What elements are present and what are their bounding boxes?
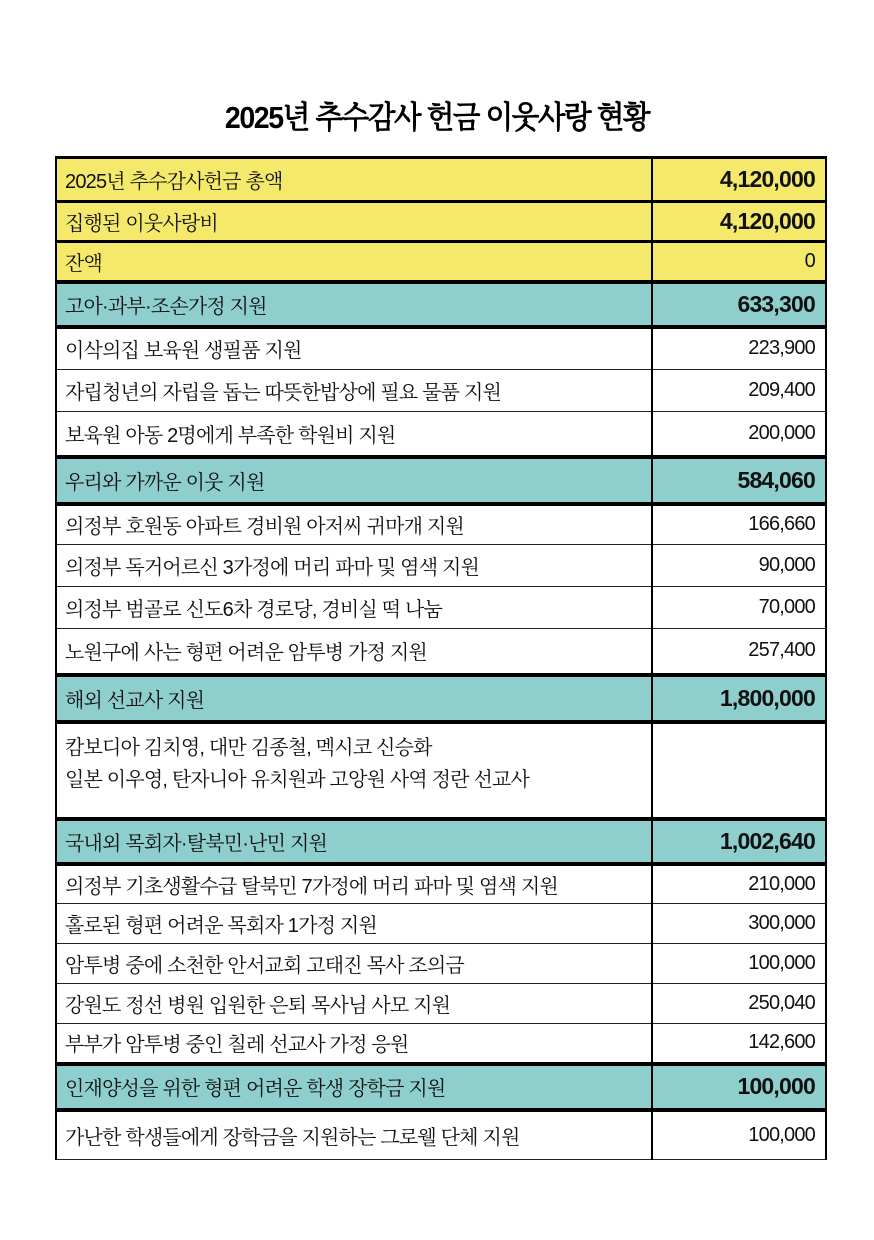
category-label: 고아·과부·조손가정 지원 [56,282,652,327]
item-label: 의정부 독거어르신 3가정에 머리 파마 및 염색 지원 [56,545,652,587]
item-label [56,722,652,819]
summary-amount: 4,120,000 [652,202,826,242]
item-row [56,1024,826,1064]
item-amount [652,722,826,819]
item-amount: 142,600 [652,1024,826,1064]
category-amount: 1,002,640 [652,819,826,864]
category-row [56,457,826,504]
item-amount: 223,900 [652,327,826,370]
item-row [56,944,826,984]
summary-row-balance [56,242,826,282]
item-amount: 100,000 [652,944,826,984]
item-row [56,545,826,587]
item-row [56,327,826,370]
item-amount: 300,000 [652,904,826,944]
item-row [56,587,826,629]
category-row [56,819,826,864]
item-amount: 90,000 [652,545,826,587]
item-amount: 70,000 [652,587,826,629]
category-row [56,282,826,327]
category-label: 인재양성을 위한 형편 어려운 학생 장학금 지원 [56,1064,652,1110]
summary-row-spent [56,202,826,242]
category-amount: 633,300 [652,282,826,327]
item-label: 가난한 학생들에게 장학금을 지원하는 그로웰 단체 지원 [56,1110,652,1160]
category-label: 우리와 가까운 이웃 지원 [56,457,652,504]
item-row [56,984,826,1024]
item-label: 부부가 암투병 중인 칠레 선교사 가정 응원 [56,1024,652,1064]
donation-table [55,156,827,1160]
summary-amount: 4,120,000 [652,158,826,202]
item-amount: 209,400 [652,370,826,412]
item-label-line: 캄보디아 김치영, 대만 김종철, 멕시코 신승화 [65,737,432,759]
item-label: 보육원 아동 2명에게 부족한 학원비 지원 [56,412,652,457]
item-label: 홀로된 형편 어려운 목회자 1가정 지원 [56,904,652,944]
item-row [56,864,826,904]
page-title: 2025년 추수감사 헌금 이웃사랑 현황 [224,100,650,135]
item-label: 자립청년의 자립을 돕는 따뜻한밥상에 필요 물품 지원 [56,370,652,412]
item-amount: 257,400 [652,629,826,675]
item-label: 강원도 정선 병원 입원한 은퇴 목사님 사모 지원 [56,984,652,1024]
summary-row-total [56,158,826,202]
summary-label: 잔액 [56,242,652,282]
item-row [56,412,826,457]
item-label: 의정부 범골로 신도6차 경로당, 경비실 떡 나눔 [56,587,652,629]
item-row [56,1110,826,1160]
item-amount: 166,660 [652,504,826,545]
item-row-missionaries [56,722,826,819]
item-label: 노원구에 사는 형편 어려운 암투병 가정 지원 [56,629,652,675]
item-label: 암투병 중에 소천한 안서교회 고태진 목사 조의금 [56,944,652,984]
category-label: 해외 선교사 지원 [56,675,652,722]
summary-amount: 0 [652,242,826,282]
category-row [56,675,826,722]
item-row [56,504,826,545]
item-amount: 210,000 [652,864,826,904]
summary-label: 2025년 추수감사헌금 총액 [56,158,652,202]
category-amount: 1,800,000 [652,675,826,722]
item-label: 이삭의집 보육원 생필품 지원 [56,327,652,370]
item-amount: 250,040 [652,984,826,1024]
item-label: 의정부 호원동 아파트 경비원 아저씨 귀마개 지원 [56,504,652,545]
item-row [56,629,826,675]
category-label: 국내외 목회자·탈북민·난민 지원 [56,819,652,864]
summary-label: 집행된 이웃사랑비 [56,202,652,242]
item-label-line: 일본 이우영, 탄자니아 유치원과 고앙원 사역 정란 선교사 [65,769,530,791]
item-row [56,904,826,944]
category-amount: 584,060 [652,457,826,504]
category-amount: 100,000 [652,1064,826,1110]
item-label: 의정부 기초생활수급 탈북민 7가정에 머리 파마 및 염색 지원 [56,864,652,904]
item-row [56,370,826,412]
category-row [56,1064,826,1110]
item-amount: 200,000 [652,412,826,457]
item-amount: 100,000 [652,1110,826,1160]
